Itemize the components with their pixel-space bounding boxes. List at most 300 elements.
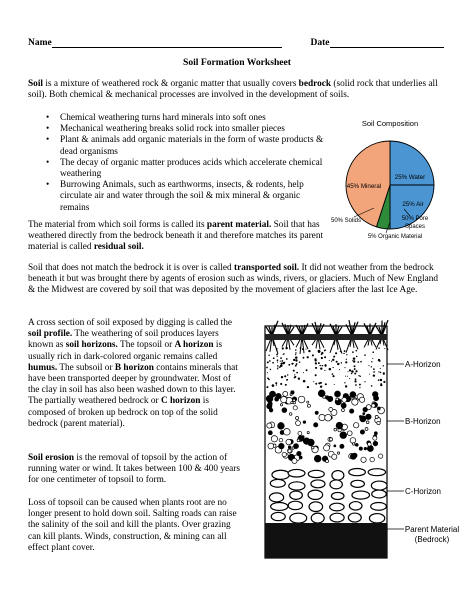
soil-particle (334, 391, 340, 397)
residual-soil-term: residual soil. (93, 242, 144, 253)
c-horizon-label: C-Horizon (405, 487, 442, 496)
soil-particle (282, 347, 284, 349)
intro-text-1: is a mixture of weathered rock & organic matter that usually covers (43, 79, 299, 89)
soil-particle (378, 454, 382, 458)
soil-particle (366, 421, 369, 424)
process-list (44, 113, 326, 214)
pie-label-pores-2: Spaces (404, 224, 426, 230)
soil-particle (298, 396, 305, 403)
soil-particle (349, 378, 350, 379)
soil-particle (303, 380, 306, 383)
soil-particle (280, 361, 281, 362)
soil-particle (360, 361, 362, 363)
soil-particle (295, 356, 298, 359)
name-field[interactable] (52, 38, 282, 48)
parent-material-label: Parent Material (404, 525, 460, 534)
soil-particle (299, 456, 302, 459)
soil-particle (373, 368, 375, 370)
soil-particle (334, 428, 337, 431)
soil-particle (320, 385, 322, 387)
soil-particle (303, 421, 306, 424)
soil-particle (364, 354, 366, 356)
soil-particle (338, 363, 339, 364)
soil-particle (359, 387, 360, 388)
erosion-paragraph (28, 453, 240, 487)
soil-particle (340, 444, 344, 448)
soil-particle (288, 446, 291, 449)
soil-particle (324, 445, 330, 451)
soil-particle (332, 373, 334, 375)
parent-material-term: parent material. (206, 220, 272, 230)
pie-label-water: 25% Water (394, 174, 426, 181)
soil-particle (337, 452, 339, 454)
soil-particle (358, 375, 359, 376)
soil-particle (371, 385, 373, 387)
humus-term: humus. (28, 362, 58, 373)
soil-particle (306, 369, 308, 371)
pie-label-mineral: 45% Mineral (346, 183, 382, 190)
soil-particle (364, 447, 367, 450)
rock-fragment (290, 513, 307, 523)
soil-particle (277, 365, 279, 367)
rock-fragment (271, 512, 285, 520)
soil-particle (352, 360, 353, 361)
soil-particle (319, 414, 325, 420)
soil-profile-paragraph (28, 318, 240, 430)
soil-particle (275, 382, 277, 384)
soil-particle (349, 369, 351, 371)
worksheet-header (28, 38, 448, 48)
soil-particle (318, 382, 320, 384)
soil-particle (272, 384, 275, 387)
soil-particle (266, 386, 268, 388)
soil-particle (315, 367, 317, 369)
soil-particle (273, 357, 275, 359)
parent-text-2: Soil that has weathered directly from the bedrock beneath it and therefore matches its parent material is called (28, 220, 324, 253)
soil-particle (297, 439, 300, 442)
soil-particle (268, 443, 274, 449)
soil-particle (324, 370, 325, 371)
pie-label-solids: 50% Solids (330, 218, 362, 224)
soil-particle (279, 443, 285, 449)
rock-fragment (330, 513, 344, 522)
soil-particle (347, 431, 352, 436)
soil-particle (303, 438, 310, 445)
rock-fragment (309, 502, 323, 512)
soil-particle (277, 367, 278, 368)
profile-text-2: The weathering of soil produces layers known as (28, 329, 219, 351)
soil-particle (359, 447, 362, 450)
soil-particle (336, 398, 339, 401)
rock-fragment (272, 470, 289, 479)
soil-particle (342, 409, 345, 412)
soil-particle (371, 361, 372, 362)
soil-particle (373, 374, 375, 376)
soil-particle (345, 385, 347, 387)
rock-fragment (311, 513, 324, 523)
parent-text-1: The material from which soil forms is called its (28, 220, 207, 230)
soil-particle (359, 397, 364, 402)
b-horizon-term: B horizon (114, 362, 154, 373)
soil-particle (352, 351, 354, 353)
soil-particle (342, 397, 347, 402)
soil-composition-pie (330, 116, 460, 244)
soil-particle (296, 372, 298, 374)
soil-particle (279, 423, 283, 427)
pie-label-air: 25% Air (402, 201, 424, 208)
date-label: Date (310, 38, 330, 48)
soil-particle (329, 360, 330, 361)
soil-particle (307, 404, 310, 407)
soil-particle (282, 452, 286, 456)
pie-label-organic: 5% Organic Material (367, 234, 423, 240)
soil-particle (307, 432, 309, 434)
soil-particle (347, 371, 348, 372)
rock-fragment (271, 503, 288, 511)
rock-fragment (308, 470, 324, 477)
soil-particle (285, 384, 287, 386)
rock-fragment (290, 491, 303, 499)
soil-particle (321, 357, 323, 359)
a-horizon-term: A horizon (174, 340, 214, 351)
soil-particle (266, 367, 268, 369)
soil-particle (293, 359, 295, 361)
soil-particle (319, 365, 320, 366)
profile-text-5: The subsoil or (57, 362, 115, 373)
soil-particle (363, 407, 368, 412)
rock-fragment (330, 503, 344, 511)
soil-particle (351, 373, 352, 374)
soil-particle (308, 350, 310, 352)
soil-particle (325, 383, 327, 385)
soil-particle (346, 359, 347, 360)
soil-particle (293, 370, 295, 372)
bedrock-term: bedrock (298, 79, 332, 89)
soil-particle (289, 413, 292, 416)
soil-particle (371, 366, 372, 367)
pie-label-pores-1: 50% Pore (401, 216, 429, 222)
soil-particle (354, 365, 356, 367)
list-item: • The decay of organic matter produces acids which accelerate chemical weathering (44, 158, 326, 180)
soil-particle (294, 444, 299, 449)
soil-particle (383, 374, 384, 375)
soil-particle (329, 407, 333, 411)
soil-particle (277, 356, 278, 357)
soil-particle (356, 350, 358, 352)
soil-particle (336, 361, 338, 363)
soil-particle (353, 360, 355, 362)
soil-particle (332, 454, 337, 459)
soil-particle (372, 404, 376, 408)
soil-particle (381, 383, 382, 384)
soil-particle (354, 368, 356, 370)
rock-fragment (352, 491, 370, 499)
soil-particle (361, 457, 366, 462)
soil-particle (331, 361, 332, 362)
soil-particle (315, 374, 317, 376)
soil-particle (368, 365, 369, 366)
soil-particle (312, 354, 314, 356)
soil-particle (333, 356, 335, 358)
c-horizon-term: C horizon (160, 396, 201, 407)
soil-particle (355, 378, 357, 380)
erosion-text: is the removal of topsoil by the action of running water or wind. It takes between 100 & 400 years for one centimeter of topsoil to form. (28, 453, 240, 486)
soil-particle (375, 415, 378, 418)
soil-particle (329, 368, 332, 371)
rock-fragment (349, 502, 362, 510)
soil-particle (359, 384, 361, 386)
soil-particle (297, 451, 301, 455)
soil-particle (268, 355, 269, 356)
soil-particle (270, 391, 276, 397)
soil-particle (272, 362, 274, 364)
soil-particle (294, 376, 296, 378)
soil-particle (286, 358, 288, 360)
soil-particle (293, 399, 296, 402)
soil-particle (373, 436, 377, 440)
soil-particle (284, 362, 285, 363)
soil-particle (305, 349, 306, 350)
transported-soil-term: transported soil. (234, 263, 300, 273)
soil-particle (372, 358, 373, 359)
soil-particle (320, 367, 322, 369)
soil-particle (374, 396, 379, 401)
rock-fragment (308, 490, 323, 499)
soil-particle (356, 356, 358, 358)
soil-particle (296, 421, 301, 426)
soil-profile-term: soil profile. (28, 329, 73, 340)
bedrock-layer (265, 523, 387, 558)
soil-particle (374, 432, 377, 435)
soil-particle (378, 347, 380, 349)
soil-particle (277, 359, 279, 361)
soil-particle (339, 369, 340, 370)
soil-particle (380, 368, 381, 369)
soil-particle (314, 423, 318, 427)
soil-particle (291, 401, 293, 403)
rock-fragment (288, 501, 302, 510)
soil-horizons-term: soil horizons. (65, 340, 118, 351)
rock-fragment (369, 514, 384, 523)
soil-particle (315, 411, 318, 414)
soil-particle (286, 439, 292, 445)
soil-particle (290, 394, 292, 396)
soil-particle (355, 384, 357, 386)
soil-particle (383, 365, 384, 366)
soil-particle (378, 359, 380, 361)
rock-fragment (349, 469, 366, 476)
rock-fragment (371, 503, 387, 511)
soil-particle (352, 399, 358, 405)
soil-particle (352, 443, 354, 445)
soil-particle (373, 441, 378, 446)
soil-particle (303, 357, 305, 359)
soil-particle (284, 375, 286, 377)
soil-particle (378, 371, 379, 372)
soil-particle (268, 402, 272, 406)
soil-particle (268, 379, 270, 381)
soil-particle (295, 365, 297, 367)
rock-fragment (372, 490, 387, 498)
soil-particle (303, 372, 304, 373)
soil-particle (364, 381, 365, 382)
soil-particle (354, 380, 356, 382)
soil-particle (302, 436, 305, 439)
soil-particle (325, 365, 327, 367)
rock-fragment (351, 480, 365, 487)
soil-particle (367, 445, 373, 451)
soil-particle (353, 357, 356, 360)
soil-particle (277, 362, 278, 363)
bedrock-label: (Bedrock) (414, 535, 450, 544)
soil-particle (363, 413, 365, 415)
soil-particle (298, 377, 300, 379)
soil-particle (318, 362, 320, 364)
a-horizon-label: A-Horizon (405, 360, 441, 369)
soil-particle (341, 403, 346, 408)
rock-fragment (331, 492, 344, 499)
profile-text-4: is usually rich in dark-colored organic remains called (28, 340, 223, 362)
soil-particle (322, 365, 324, 367)
soil-particle (296, 363, 298, 365)
soil-particle (311, 446, 314, 449)
soil-term: Soil (28, 79, 43, 89)
soil-particle (287, 374, 288, 375)
soil-particle (370, 457, 374, 461)
soil-particle (307, 401, 309, 403)
pie-title: Soil Composition (361, 119, 419, 128)
soil-particle (281, 376, 283, 378)
soil-particle (359, 415, 361, 417)
list-item: • Burrowing Animals, such as earthworms, insects, & rodents, help circulate air and water through the soil & mix mineral & organic remains (44, 180, 326, 214)
soil-particle (271, 436, 277, 442)
soil-particle (326, 460, 329, 463)
soil-particle (321, 382, 322, 383)
soil-particle (332, 359, 334, 361)
soil-particle (295, 349, 297, 351)
soil-particle (280, 362, 282, 364)
soil-particle (280, 357, 282, 359)
soil-particle (267, 372, 268, 373)
soil-particle (384, 348, 385, 349)
date-field[interactable] (330, 38, 444, 48)
soil-particle (283, 391, 288, 396)
transported-soil-paragraph (28, 263, 444, 297)
soil-profile-diagram (244, 318, 466, 576)
rock-fragment (288, 469, 305, 477)
soil-particle (383, 381, 385, 383)
soil-particle (307, 356, 309, 358)
soil-particle (344, 367, 345, 368)
soil-particle (345, 361, 347, 363)
soil-particle (315, 362, 317, 364)
soil-particle (269, 408, 273, 412)
soil-particle (296, 416, 299, 419)
soil-particle (369, 374, 370, 375)
soil-particle (295, 352, 297, 354)
soil-particle (324, 350, 326, 352)
soil-particle (270, 369, 271, 370)
intro-text-2: (solid rock that underlies all soil). Both chemical & mechanical processes are involved in the development of soils. (28, 79, 438, 101)
soil-particle (377, 407, 380, 410)
soil-particle (269, 360, 271, 362)
parent-material-paragraph (28, 220, 328, 254)
soil-erosion-term: Soil erosion (28, 453, 75, 463)
soil-particle (279, 438, 283, 442)
soil-particle (268, 431, 272, 435)
rock-fragment (332, 471, 344, 481)
soil-particle (318, 390, 325, 397)
soil-particle (283, 353, 285, 355)
soil-particle (350, 438, 356, 444)
soil-particle (350, 409, 354, 413)
soil-particle (360, 376, 361, 377)
soil-particle (267, 423, 272, 428)
soil-particle (282, 408, 287, 413)
soil-particle (277, 368, 278, 369)
soil-particle (292, 458, 297, 463)
soil-particle (366, 414, 371, 419)
soil-particle (280, 404, 282, 406)
soil-particle (365, 427, 368, 430)
soil-particle (321, 353, 323, 355)
soil-particle (340, 432, 347, 439)
soil-particle (315, 359, 317, 361)
soil-particle (318, 350, 321, 353)
profile-text-6: contains minerals that have been transported deeper by groundwater. Most of the clay in soil has also been washed down to this layer. The partially weathered bedrock or (28, 362, 238, 407)
soil-particle (325, 414, 332, 421)
soil-particle (280, 383, 282, 385)
soil-particle (281, 397, 287, 403)
profile-text-3: The topsoil or (117, 340, 175, 351)
soil-particle (315, 383, 317, 385)
soil-particle (334, 384, 335, 385)
soil-particle (351, 370, 354, 373)
soil-particle (377, 421, 380, 424)
soil-particle (279, 366, 281, 368)
soil-particle (378, 379, 380, 381)
soil-particle (373, 371, 375, 373)
profile-text-7: is composed of broken up bedrock on top of the solid bedrock (parent material). (28, 396, 218, 429)
soil-particle (357, 361, 359, 363)
list-item: • Chemical weathering turns hard minerals into soft ones (44, 113, 326, 124)
soil-particle (332, 367, 333, 368)
soil-particle (298, 431, 302, 435)
soil-particle (324, 356, 326, 358)
soil-particle (350, 453, 356, 459)
surface-layer (265, 334, 387, 340)
rock-fragment (311, 480, 325, 488)
soil-particle (286, 379, 288, 381)
soil-particle (354, 423, 359, 428)
soil-particle (284, 429, 291, 436)
transported-text-1: Soil that does not match the bedrock it is over is called (28, 263, 235, 273)
rock-fragment (269, 493, 283, 502)
rock-fragment (371, 481, 387, 490)
rock-fragment (348, 513, 361, 522)
soil-particle (336, 422, 343, 429)
rock-fragment (289, 482, 305, 490)
b-horizon-label: B-Horizon (405, 417, 441, 426)
soil-particle (344, 382, 345, 383)
soil-particle (299, 361, 301, 363)
soil-particle (294, 374, 295, 375)
soil-particle (341, 362, 342, 363)
soil-particle (267, 361, 269, 363)
name-label: Name (28, 38, 52, 48)
soil-particle (346, 354, 347, 355)
soil-particle (380, 379, 382, 381)
